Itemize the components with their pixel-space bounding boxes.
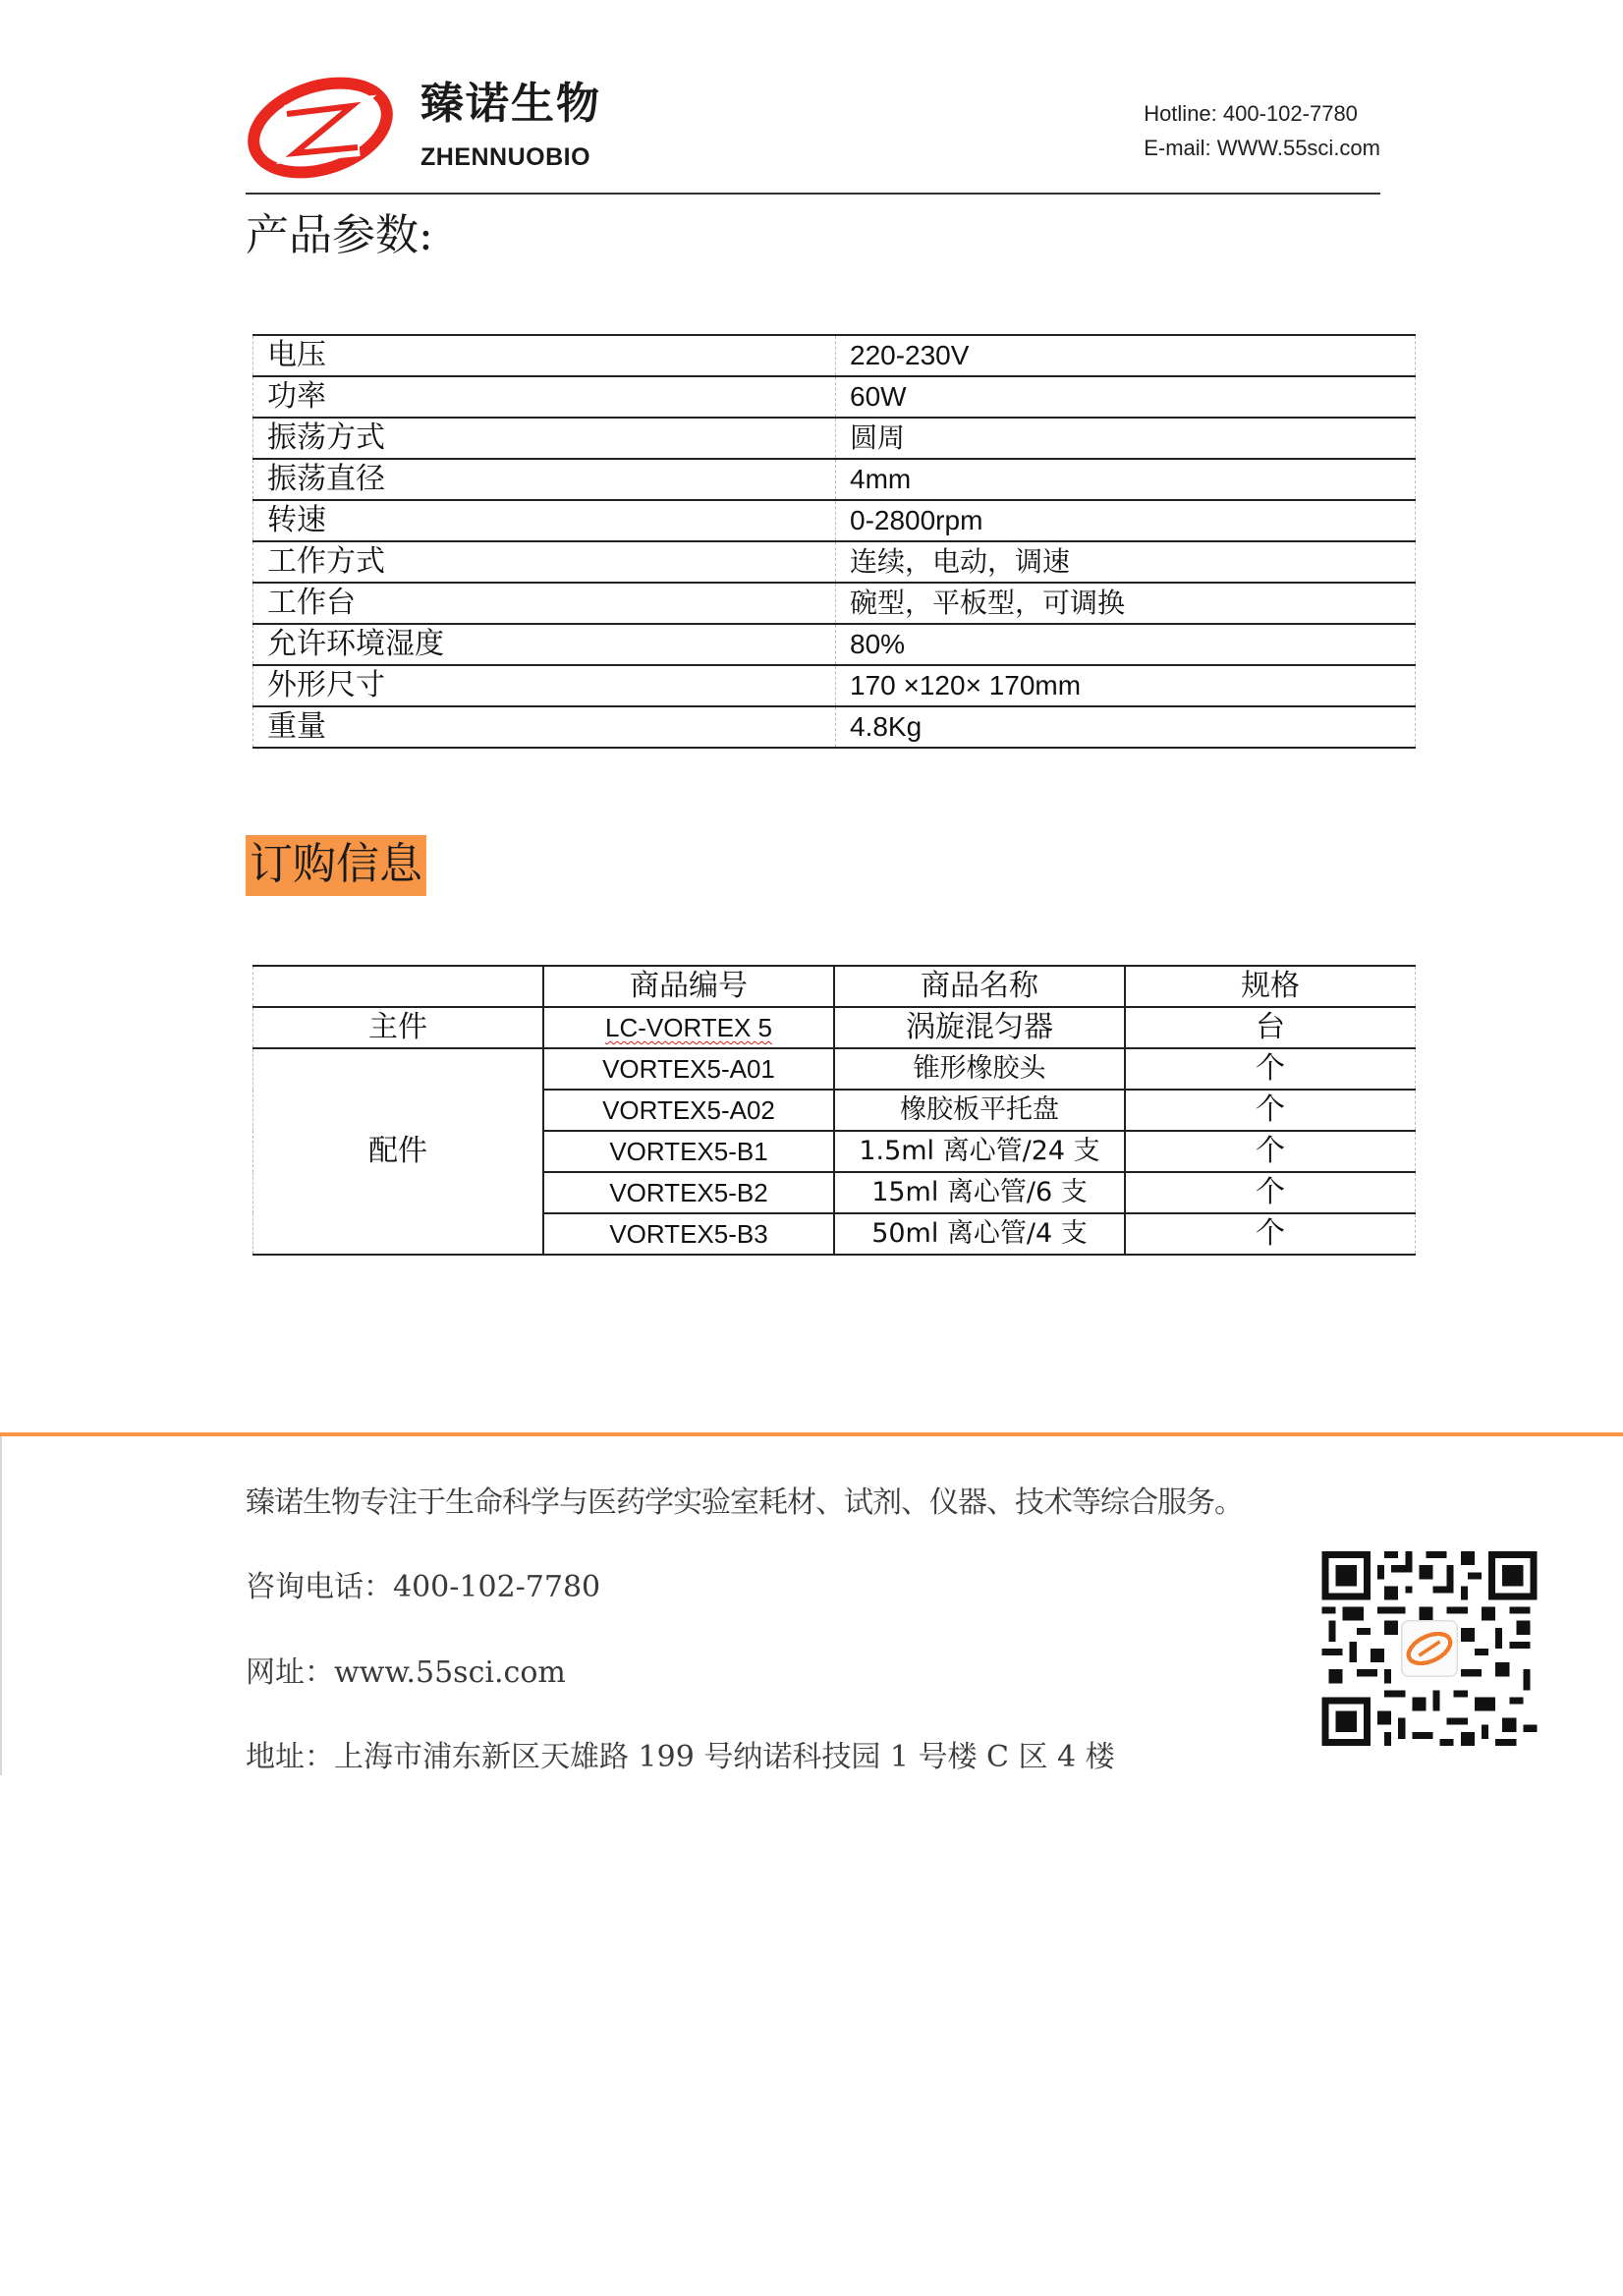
- param-key: 工作台: [253, 583, 836, 624]
- param-value: 170 ×120× 170mm: [836, 665, 1416, 706]
- product-code: [543, 1007, 834, 1048]
- table-row: [253, 541, 1416, 583]
- product-unit: 个: [1125, 1090, 1416, 1131]
- product-code-text: LC-VORTEX 5: [604, 1013, 772, 1042]
- product-name: 橡胶板平托盘: [834, 1090, 1125, 1131]
- table-row: [253, 665, 1416, 706]
- footer-website[interactable]: 网址：www.55sci.com: [246, 1655, 566, 1690]
- footer-divider: [0, 1432, 1623, 1436]
- email-label: E-mail:: [1144, 136, 1211, 160]
- email: [1144, 131, 1380, 165]
- brand-name-cn: 臻诺生物: [420, 79, 601, 129]
- header-divider: [246, 193, 1380, 195]
- hotline-value: 400-102-7780: [1222, 101, 1358, 126]
- table-row: [253, 1007, 1416, 1048]
- param-key: 工作方式: [253, 541, 836, 583]
- param-value: 圆周: [836, 418, 1416, 459]
- product-code: VORTEX5-A02: [543, 1090, 834, 1131]
- param-key: 允许环境湿度: [253, 624, 836, 665]
- product-unit: 个: [1125, 1048, 1416, 1090]
- param-key: 电压: [253, 335, 836, 376]
- brand-name-en: ZHENNUOBIO: [420, 143, 591, 171]
- order-table: [252, 965, 1416, 1256]
- footer-phone: 咨询电话：400-102-7780: [246, 1570, 601, 1604]
- param-key: 振荡方式: [253, 418, 836, 459]
- table-row: [253, 500, 1416, 541]
- page-edge: [0, 1436, 2, 1775]
- params-title: 产品参数:: [246, 210, 433, 260]
- footer-tagline: 臻诺生物专注于生命科学与医药学实验室耗材、试剂、仪器、技术等综合服务。: [246, 1485, 1243, 1520]
- param-value: 4.8Kg: [836, 706, 1416, 748]
- zhennuo-logo-icon: [246, 75, 395, 181]
- footer-address: 地址：上海市浦东新区天雄路 199 号纳诺科技园 1 号楼 C 区 4 楼: [246, 1740, 1115, 1774]
- param-value: 80%: [836, 624, 1416, 665]
- table-row: [253, 376, 1416, 418]
- table-row: [253, 706, 1416, 748]
- param-key: 重量: [253, 706, 836, 748]
- param-key: 振荡直径: [253, 459, 836, 500]
- product-code: VORTEX5-A01: [543, 1048, 834, 1090]
- table-header-row: [253, 966, 1416, 1007]
- email-value[interactable]: WWW.55sci.com: [1216, 136, 1380, 160]
- param-key: 外形尺寸: [253, 665, 836, 706]
- group-main: 主件: [253, 1007, 544, 1048]
- product-code: VORTEX5-B1: [543, 1131, 834, 1172]
- param-value: 碗型，平板型，可调换: [836, 583, 1416, 624]
- product-code: VORTEX5-B2: [543, 1172, 834, 1213]
- table-row: [253, 1048, 1416, 1090]
- product-unit: 个: [1125, 1131, 1416, 1172]
- product-unit: 台: [1125, 1007, 1416, 1048]
- hotline-label: Hotline:: [1144, 101, 1217, 126]
- param-key: 转速: [253, 500, 836, 541]
- column-header-name: 商品名称: [834, 966, 1125, 1007]
- column-header-code: 商品编号: [543, 966, 834, 1007]
- table-row: [253, 624, 1416, 665]
- qr-code-icon: [1315, 1544, 1544, 1753]
- product-name: 锥形橡胶头: [834, 1048, 1125, 1090]
- group-accessories: 配件: [253, 1048, 544, 1255]
- order-title: 订购信息: [246, 835, 426, 896]
- table-row: [253, 459, 1416, 500]
- param-key: 功率: [253, 376, 836, 418]
- param-value: 60W: [836, 376, 1416, 418]
- params-table: [252, 334, 1416, 749]
- product-name: 15ml 离心管/6 支: [834, 1172, 1125, 1213]
- table-row: [253, 583, 1416, 624]
- table-row: [253, 335, 1416, 376]
- product-unit: 个: [1125, 1172, 1416, 1213]
- param-value: 连续，电动，调速: [836, 541, 1416, 583]
- column-header-unit: 规格: [1125, 966, 1416, 1007]
- param-value: 4mm: [836, 459, 1416, 500]
- param-value: 0-2800rpm: [836, 500, 1416, 541]
- table-row: [253, 418, 1416, 459]
- product-unit: 个: [1125, 1213, 1416, 1255]
- header-contact: [1144, 96, 1380, 165]
- hotline: [1144, 96, 1380, 131]
- product-name: 1.5ml 离心管/24 支: [834, 1131, 1125, 1172]
- product-code: VORTEX5-B3: [543, 1213, 834, 1255]
- param-value: 220-230V: [836, 335, 1416, 376]
- product-name: 涡旋混匀器: [834, 1007, 1125, 1048]
- column-header: [253, 966, 544, 1007]
- product-name: 50ml 离心管/4 支: [834, 1213, 1125, 1255]
- page-header: [246, 69, 1380, 195]
